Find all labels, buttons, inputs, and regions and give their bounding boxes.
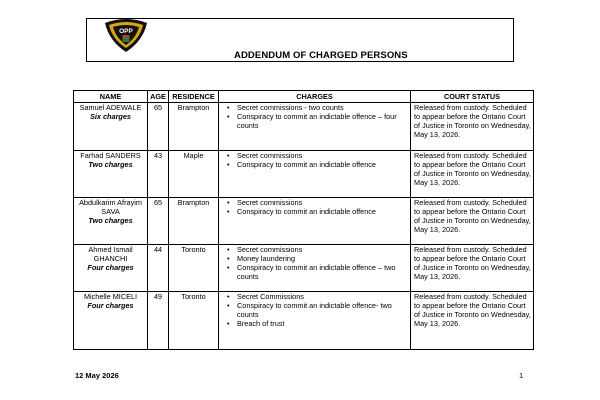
page-title: ADDENDUM OF CHARGED PERSONS xyxy=(234,50,408,61)
column-header-charges: CHARGES xyxy=(219,91,411,103)
charge-item: • Money laundering xyxy=(237,254,408,263)
residence-cell: Toronto xyxy=(169,245,219,292)
charges-cell xyxy=(219,198,411,245)
residence-cell: Brampton xyxy=(169,198,219,245)
charged-persons-table xyxy=(73,90,534,350)
table-header-row xyxy=(74,91,534,103)
charge-item: • Secret commissions xyxy=(237,198,408,207)
column-header-court-status: COURT STATUS xyxy=(411,91,534,103)
age-cell: 65 xyxy=(148,103,169,151)
name-cell xyxy=(74,198,148,245)
charge-item: • Secret Commissions xyxy=(237,292,408,301)
charges-cell xyxy=(219,103,411,151)
name-cell xyxy=(74,103,148,151)
charge-count: Four charges xyxy=(87,301,134,310)
table-row xyxy=(74,151,534,198)
charge-item: • Secret commissions - two counts xyxy=(237,103,408,112)
person-name: Michelle MICELI xyxy=(83,292,138,301)
charge-item: • Breach of trust xyxy=(237,319,408,328)
charge-item: • Conspiracy to commit an indictable offence – two counts xyxy=(237,263,408,281)
column-header-residence: RESIDENCE xyxy=(169,91,219,103)
name-cell xyxy=(74,292,148,350)
footer-date: 12 May 2026 xyxy=(75,371,119,380)
charges-cell xyxy=(219,292,411,350)
page-number: 1 xyxy=(519,371,524,380)
charge-list xyxy=(221,292,408,328)
charge-item: • Conspiracy to commit an indictable offence xyxy=(237,207,408,216)
charges-cell xyxy=(219,151,411,198)
person-name: Samuel ADEWALE xyxy=(79,103,142,112)
charge-count: Six charges xyxy=(90,112,131,121)
column-header-name: NAME xyxy=(74,91,148,103)
table-row xyxy=(74,292,534,350)
charge-count: Four charges xyxy=(87,263,134,272)
court-status-cell: Released from custody. Scheduled to appear before the Ontario Court of Justice in Toronto on Wednesday, May 13, 2026. xyxy=(411,198,534,245)
person-name: Farhad SANDERS xyxy=(80,151,141,160)
charge-item: • Conspiracy to commit an indictable offence – four counts xyxy=(237,112,408,130)
charge-list xyxy=(221,245,408,281)
name-cell xyxy=(74,245,148,292)
table-row xyxy=(74,245,534,292)
age-cell: 65 xyxy=(148,198,169,245)
charge-list xyxy=(221,151,408,169)
age-cell: 43 xyxy=(148,151,169,198)
person-name: Ahmed Ismail GHANCHI xyxy=(88,245,133,263)
opp-logo xyxy=(103,17,149,53)
person-name: Abdulkarim Afrayim SAVA xyxy=(79,198,142,216)
charge-count: Two charges xyxy=(88,216,133,225)
table-row xyxy=(74,103,534,151)
charge-item: • Secret commissions xyxy=(237,245,408,254)
charge-list xyxy=(221,198,408,216)
residence-cell: Maple xyxy=(169,151,219,198)
charge-item: • Secret commissions xyxy=(237,151,408,160)
age-cell: 49 xyxy=(148,292,169,350)
charge-list xyxy=(221,103,408,130)
court-status-cell: Released from custody. Scheduled to appear before the Ontario Court of Justice in Toronto on Wednesday, May 13, 2026. xyxy=(411,151,534,198)
table-row xyxy=(74,198,534,245)
residence-cell: Brampton xyxy=(169,103,219,151)
age-cell: 44 xyxy=(148,245,169,292)
charge-count: Two charges xyxy=(88,160,133,169)
court-status-cell: Released from custody. Scheduled to appear before the Ontario Court of Justice in Toronto on Wednesday, May 13, 2026. xyxy=(411,292,534,350)
column-header-age: AGE xyxy=(148,91,169,103)
charges-cell xyxy=(219,245,411,292)
court-status-cell: Released from custody. Scheduled to appear before the Ontario Court of Justice in Toronto on Wednesday, May 13, 2026. xyxy=(411,245,534,292)
residence-cell: Toronto xyxy=(169,292,219,350)
logo-text: OPP xyxy=(119,28,133,35)
charge-item: • Conspiracy to commit an indictable offence xyxy=(237,160,408,169)
name-cell xyxy=(74,151,148,198)
charge-item: • Conspiracy to commit an indictable offence- two counts xyxy=(237,301,408,319)
court-status-cell: Released from custody. Scheduled to appear before the Ontario Court of Justice in Toronto on Wednesday, May 13, 2026. xyxy=(411,103,534,151)
